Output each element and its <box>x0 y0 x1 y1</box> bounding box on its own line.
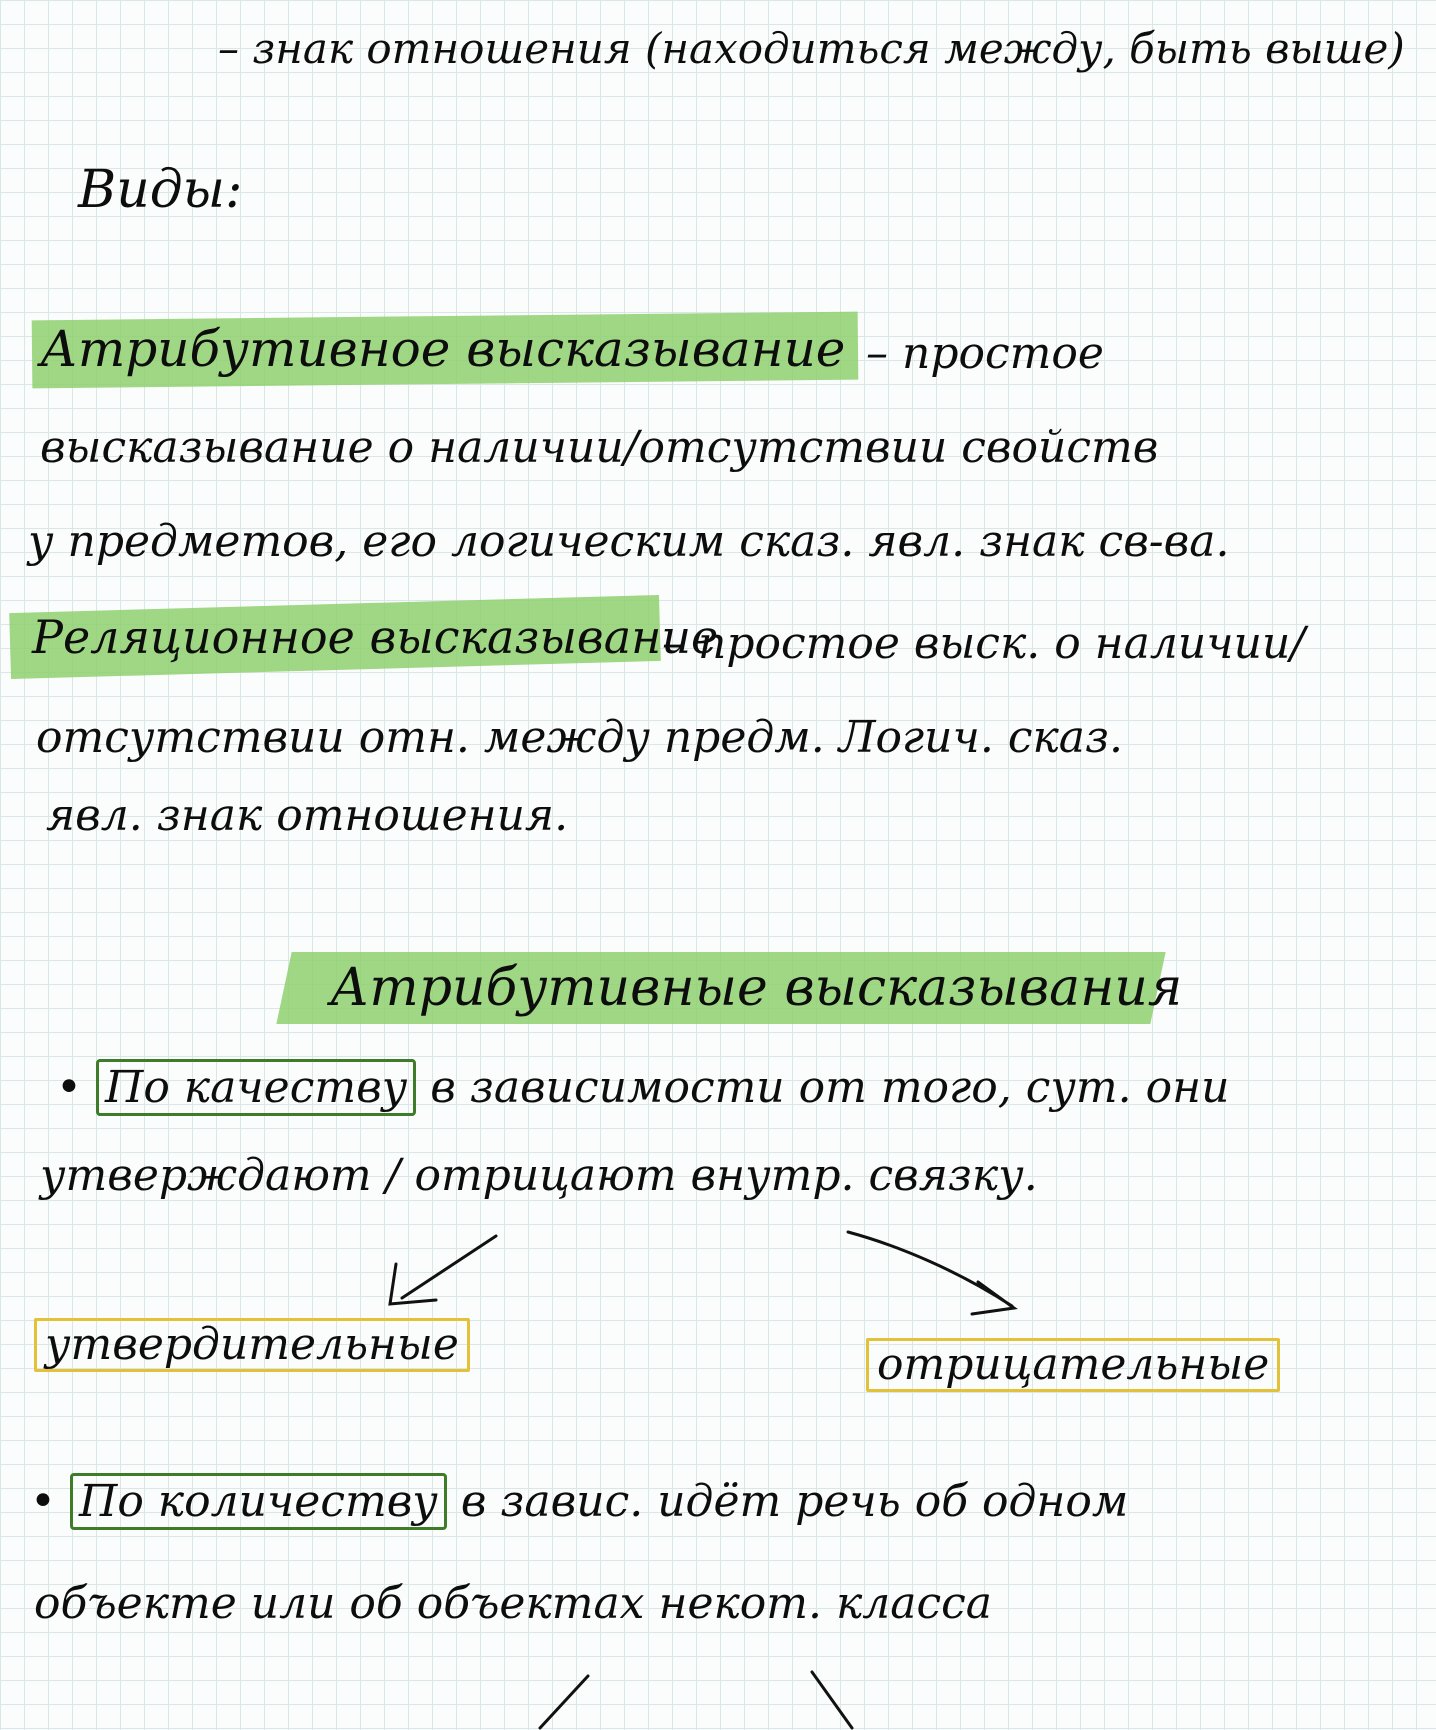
rel-def-line-3: явл. знак отношения. <box>46 790 569 841</box>
rel-def-line-1: – простое выск. о наличии/ <box>662 618 1306 669</box>
heading-kinds: Виды: <box>78 160 243 220</box>
attr-term: Атрибутивное высказывание <box>40 320 846 378</box>
attr-def-line-1: – простое <box>866 328 1104 379</box>
affirmative-label: утвердительные <box>34 1318 470 1372</box>
negative-label: отрицательные <box>866 1338 1280 1392</box>
arrow-right <box>848 1232 1014 1314</box>
bullet-1-text-1: в зависимости от того, сут. они <box>430 1062 1230 1113</box>
attr-def-line-3: у предметов, его логическим сказ. явл. знак св-ва. <box>28 516 1230 567</box>
attr-def-line-2: высказывание о наличии/отсутствии свойств <box>40 422 1159 473</box>
rel-term: Реляционное высказывание <box>32 610 719 664</box>
rel-def-line-2: отсутствии отн. между предм. Логич. сказ. <box>36 712 1123 763</box>
arrow-left <box>390 1236 496 1304</box>
criterion-quality-box: По качеству <box>96 1059 416 1116</box>
bullet-2-text-1: в завис. идёт речь об одном <box>460 1476 1129 1527</box>
criterion-quantity-box: По количеству <box>70 1473 447 1530</box>
section-title: Атрибутивные высказывания <box>330 958 1183 1018</box>
bullet-1-text-2: утверждают / отрицают внутр. связку. <box>40 1150 1038 1201</box>
bullet-2 <box>30 1478 1128 1526</box>
bullet-dot-2: • <box>30 1476 70 1527</box>
arrow-bottom-left <box>540 1676 588 1728</box>
bullet-dot-1: • <box>56 1062 96 1113</box>
bullet-2-text-2: объекте или об объектах некот. класса <box>34 1578 993 1629</box>
arrow-bottom-right <box>812 1672 852 1728</box>
note-line-relation-sign: – знак отношения (находиться между, быть выше) <box>218 24 1405 73</box>
